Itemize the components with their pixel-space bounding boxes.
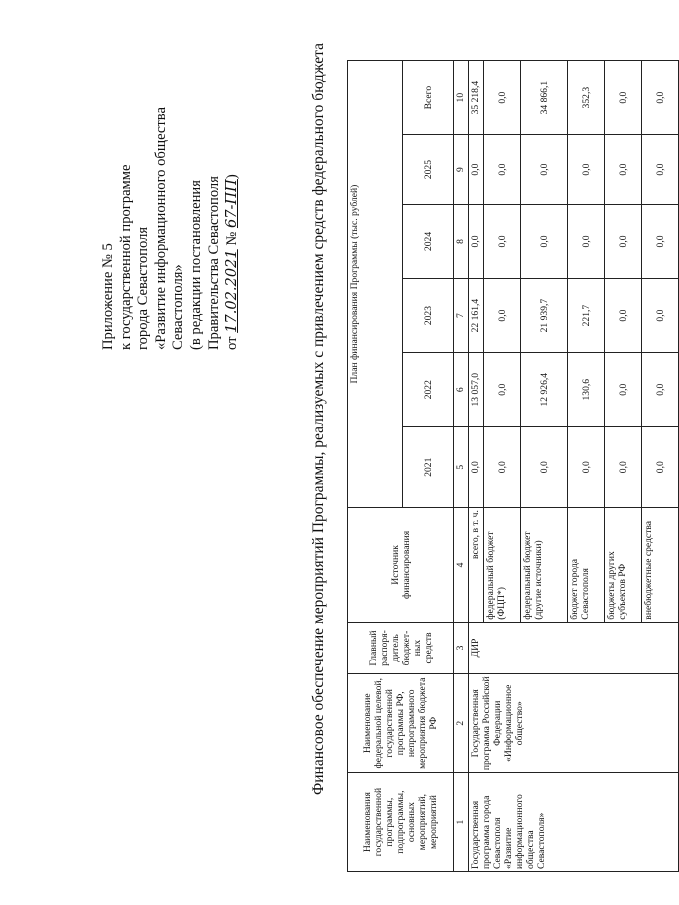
value-cell: 352,3 [568,61,605,135]
value-cell: 13 057,0 [469,353,484,427]
appendix-line: Правительства Севастополя [205,176,222,350]
header-col1: Наименования государственной программы, подпрограммы, основных мероприятий, мероприятий [348,773,454,872]
value-cell: 0,0 [568,427,605,508]
year-header: 2022 [403,353,454,427]
source-cell: бюджет города Севастополя [568,508,605,623]
value-cell: 0,0 [605,204,642,278]
column-number: 10 [454,61,469,135]
manager-cell: ДИР [469,622,679,674]
value-cell: 0,0 [568,135,605,205]
appendix-date-line [223,20,242,350]
handwritten-date: 17.02.2021 [223,249,241,333]
header-plan: План финансирования Программы (тыс. рублей) [348,61,403,508]
value-cell: 0,0 [642,427,679,508]
source-cell: всего, в т. ч. [469,508,484,623]
value-cell: 34 866,1 [521,61,568,135]
value-cell: 0,0 [521,427,568,508]
total-header: Всего [403,61,454,135]
column-number: 7 [454,279,469,353]
header-col2: Наименование федеральной целевой, государственной программы РФ, непрограммного мероприятия бюджета РФ [348,674,454,773]
value-cell: 0,0 [484,135,521,205]
source-cell: внебюджетные средства [642,508,679,623]
financing-table [347,60,679,872]
appendix-header [100,20,242,350]
value-cell: 0,0 [642,135,679,205]
value-cell: 130,6 [568,353,605,427]
handwritten-number: 67-ПП [223,179,241,229]
value-cell: 0,0 [469,135,484,205]
number-prefix: № [224,231,241,246]
appendix-line: «Развитие информационного общества [152,107,169,350]
value-cell: 0,0 [469,204,484,278]
value-cell: 0,0 [521,135,568,205]
year-header: 2025 [403,135,454,205]
value-cell: 0,0 [605,353,642,427]
column-number: 4 [454,508,469,623]
document-title: Финансовое обеспечение мероприятий Программы, реализуемых с привлечением средств федерального бюджета [310,42,327,795]
column-number-row [454,61,469,872]
date-prefix: от [224,336,241,350]
header-col4: Источник финансирования [348,508,454,623]
header-row [348,61,403,872]
value-cell: 0,0 [605,61,642,135]
source-cell: бюджеты других субъектов РФ [605,508,642,623]
table-row [469,61,484,872]
value-cell: 0,0 [484,427,521,508]
value-cell: 0,0 [484,61,521,135]
value-cell: 0,0 [484,279,521,353]
header-col3: Главный распоря-дитель бюджет-ных средств [348,622,454,674]
value-cell: 22 161,4 [469,279,484,353]
year-header: 2021 [403,427,454,508]
year-header: 2024 [403,204,454,278]
column-number: 2 [454,674,469,773]
value-cell: 0,0 [605,135,642,205]
federal-program-cell: Государственная программа Российской Федерации «Информационное общество» [469,674,679,773]
appendix-line: города Севастополя [135,226,152,350]
column-number: 6 [454,353,469,427]
column-number: 5 [454,427,469,508]
value-cell: 0,0 [568,204,605,278]
closing-paren: ) [224,174,241,180]
column-number: 8 [454,204,469,278]
value-cell: 0,0 [605,427,642,508]
source-cell: федеральный бюджет (другие источники) [521,508,568,623]
value-cell: 12 926,4 [521,353,568,427]
value-cell: 0,0 [642,353,679,427]
value-cell: 0,0 [642,61,679,135]
year-header: 2023 [403,279,454,353]
appendix-line: Севастополя» [170,264,187,350]
value-cell: 21 939,7 [521,279,568,353]
column-number: 1 [454,773,469,872]
value-cell: 0,0 [605,279,642,353]
source-cell: федеральный бюджет (ФЦП*) [484,508,521,623]
appendix-line: Приложение № 5 [100,243,116,350]
column-number: 9 [454,135,469,205]
appendix-line: (в редакции постановления [187,180,204,350]
value-cell: 221,7 [568,279,605,353]
column-number: 3 [454,622,469,674]
value-cell: 0,0 [484,353,521,427]
program-name-cell: Государственная программа города Севастополя «Развитие информационного общества Севастополя» [469,773,679,872]
value-cell: 0,0 [521,204,568,278]
appendix-line: к государственной программе [117,164,134,350]
value-cell: 0,0 [642,204,679,278]
value-cell: 0,0 [469,427,484,508]
value-cell: 0,0 [642,279,679,353]
value-cell: 35 218,4 [469,61,484,135]
value-cell: 0,0 [484,204,521,278]
